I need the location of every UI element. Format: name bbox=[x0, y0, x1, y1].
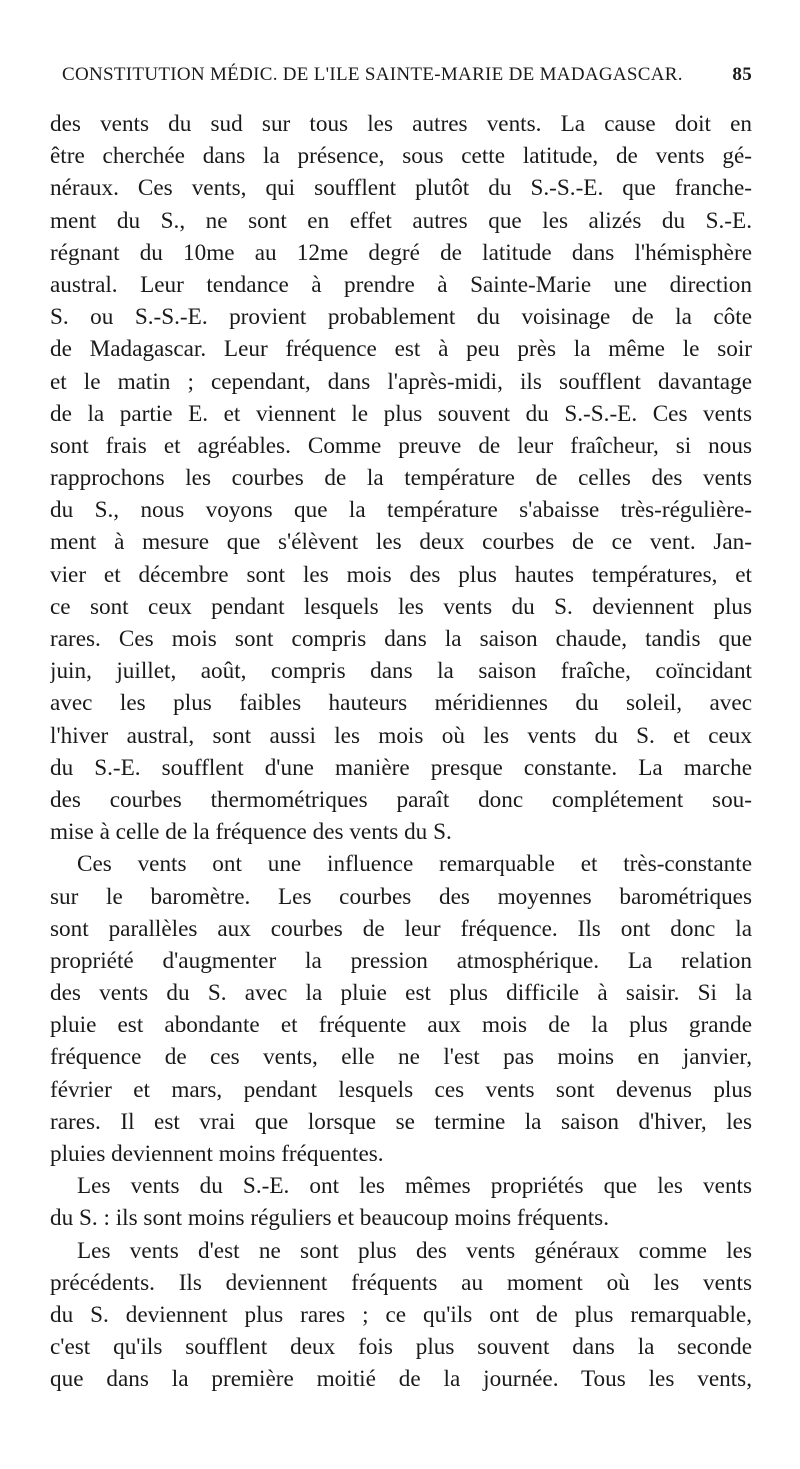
text-line: austral. Leur tendance à prendre à Sainte-Marie une direction bbox=[50, 271, 752, 298]
text-line: être cherchée dans la présence, sous cette latitude, de vents gé- bbox=[50, 143, 752, 170]
text-line: Les vents du S.-E. ont les mêmes propriétés que les vents bbox=[77, 1173, 752, 1200]
body-text bbox=[50, 108, 752, 1396]
text-line: fréquence de ces vents, elle ne l'est pas moins en janvier, bbox=[50, 1044, 752, 1071]
text-line: avec les plus faibles hauteurs méridiennes du soleil, avec bbox=[50, 690, 752, 717]
text-line: néraux. Ces vents, qui soufflent plutôt du S.-S.-E. que franche- bbox=[50, 175, 752, 202]
text-line: du S.-E. soufflent d'une manière presque constante. La marche bbox=[50, 754, 752, 781]
text-line: du S., nous voyons que la température s'abaisse très-régulière- bbox=[50, 497, 752, 524]
text-line: l'hiver austral, sont aussi les mois où les vents du S. et ceux bbox=[50, 722, 752, 749]
text-line: Les vents d'est ne sont plus des vents généraux comme les bbox=[77, 1237, 752, 1264]
text-line: du S. deviennent plus rares ; ce qu'ils ont de plus remarquable, bbox=[50, 1301, 752, 1328]
text-line: pluies deviennent moins fréquentes. bbox=[50, 1141, 384, 1167]
text-line: régnant du 10me au 12me degré de latitude dans l'hémisphère bbox=[50, 239, 752, 266]
text-line: des vents du S. avec la pluie est plus difficile à saisir. Si la bbox=[50, 980, 752, 1007]
text-line: S. ou S.-S.-E. provient probablement du voisinage de la côte bbox=[50, 304, 752, 331]
text-line: rares. Ces mois sont compris dans la saison chaude, tandis que bbox=[50, 626, 752, 652]
page-number: 85 bbox=[732, 64, 752, 85]
text-line: de Madagascar. Leur fréquence est à peu près la même le soir bbox=[50, 336, 752, 363]
text-line: ment à mesure que s'élèvent les deux courbes de ce vent. Jan- bbox=[50, 529, 752, 556]
text-line: février et mars, pendant lesquels ces vents sont devenus plus bbox=[50, 1076, 752, 1103]
text-line: c'est qu'ils soufflent deux fois plus souvent dans la seconde bbox=[50, 1334, 752, 1361]
running-header bbox=[52, 64, 752, 94]
text-line: juin, juillet, août, compris dans la saison fraîche, coïncidant bbox=[50, 658, 752, 685]
text-line: pluie est abondante et fréquente aux mois de la plus grande bbox=[50, 1012, 752, 1039]
text-line: sont frais et agréables. Comme preuve de leur fraîcheur, si nous bbox=[50, 432, 752, 459]
text-line: ce sont ceux pendant lesquels les vents du S. deviennent plus bbox=[50, 593, 752, 620]
text-line: des courbes thermométriques paraît donc complétement sou- bbox=[50, 786, 752, 813]
text-line: mise à celle de la fréquence des vents du S. bbox=[50, 819, 452, 846]
text-line: que dans la première moitié de la journée. Tous les vents, bbox=[50, 1366, 752, 1393]
text-line: du S. : ils sont moins réguliers et beaucoup moins fréquents. bbox=[50, 1205, 610, 1232]
text-line: sont parallèles aux courbes de leur fréquence. Ils ont donc la bbox=[50, 915, 752, 942]
text-line: ment du S., ne sont en effet autres que les alizés du S.-E. bbox=[50, 207, 752, 234]
text-line: propriété d'augmenter la pression atmosphérique. La relation bbox=[50, 947, 752, 974]
text-line: rares. Il est vrai que lorsque se termine la saison d'hiver, les bbox=[50, 1108, 752, 1135]
text-line: et le matin ; cependant, dans l'après-midi, ils soufflent davantage bbox=[50, 368, 752, 395]
text-line: Ces vents ont une influence remarquable et très-constante bbox=[77, 851, 752, 878]
text-line: de la partie E. et viennent le plus souvent du S.-S.-E. Ces vents bbox=[50, 400, 752, 427]
text-line: vier et décembre sont les mois des plus hautes températures, et bbox=[50, 561, 752, 588]
text-line: précédents. Ils deviennent fréquents au moment où les vents bbox=[50, 1269, 752, 1296]
text-line: des vents du sud sur tous les autres vents. La cause doit en bbox=[50, 111, 752, 137]
text-line: sur le baromètre. Les courbes des moyennes barométriques bbox=[50, 883, 752, 910]
running-title: CONSTITUTION MÉDIC. DE L'ILE SAINTE-MARIE DE MADAGASCAR. bbox=[62, 64, 683, 85]
text-line: rapprochons les courbes de la température de celles des vents bbox=[50, 465, 752, 492]
